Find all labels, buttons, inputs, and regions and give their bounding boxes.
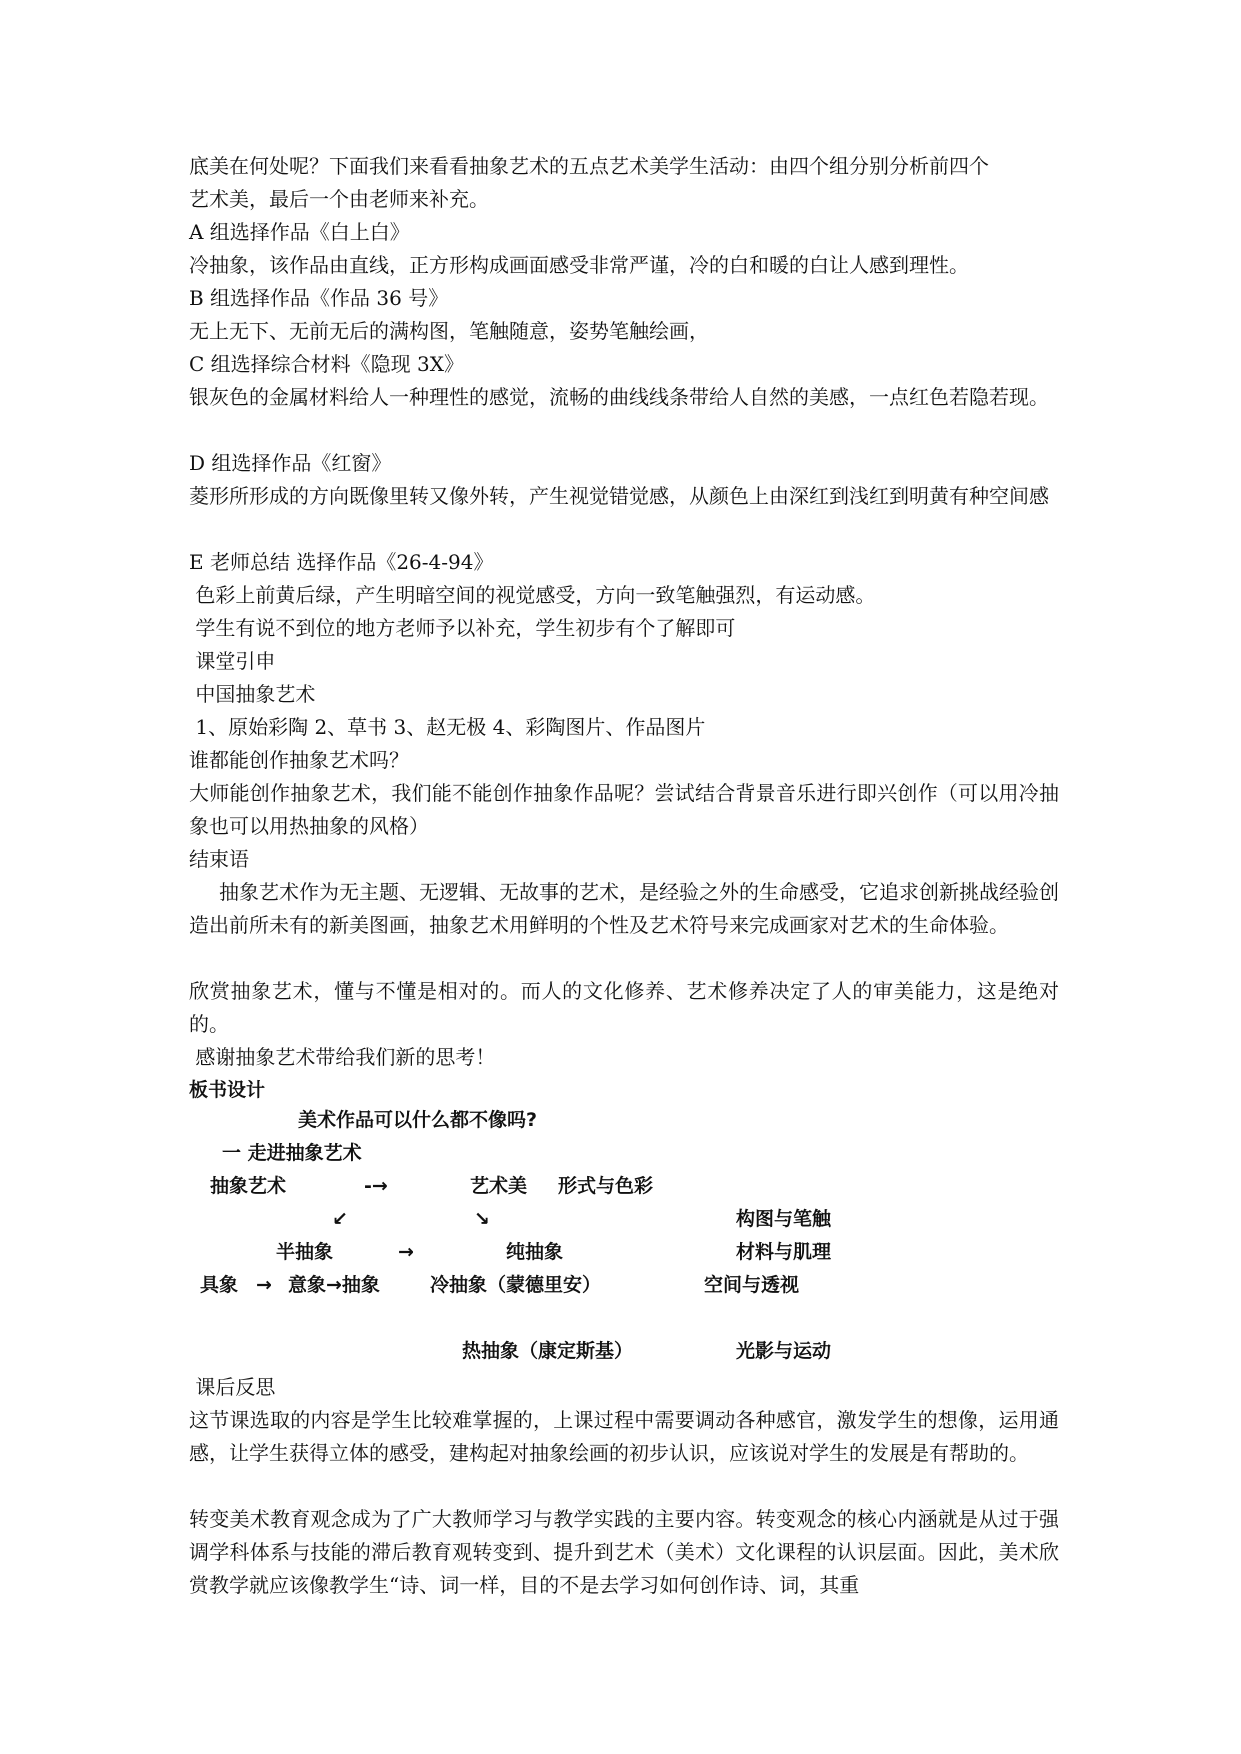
arrow-right-icon: → (256, 1274, 272, 1296)
text-line: 色彩上前黄后绿，产生明暗空间的视觉感受，方向一致笔触强烈，有运动感。 (189, 583, 876, 607)
section-heading: 板书设计 (189, 1079, 266, 1101)
text-line: 冷抽象，该作品由直线，正方形构成画面感受非常严谨，冷的白和暖的白让人感到理性。 (189, 253, 969, 277)
arrow-down-left-icon: ↙ (332, 1208, 348, 1230)
board-material: 材料与肌理 (736, 1241, 832, 1263)
board-pure-abstract: 纯抽象 (506, 1241, 564, 1263)
text-line: 学生有说不到位的地方老师予以补充，学生初步有个了解即可 (189, 616, 736, 640)
board-concrete: 具象 (200, 1274, 239, 1296)
text-line: 无上无下、无前无后的满构图，笔触随意，姿势笔触绘画， (189, 319, 709, 343)
board-section: 一 走进抽象艺术 (222, 1142, 362, 1164)
arrow-down-right-icon: ↘ (474, 1208, 490, 1230)
board-form-color: 形式与色彩 (558, 1175, 654, 1197)
text-line: E 老师总结 选择作品《26-4-94》 (189, 550, 494, 574)
board-imagery: 意象→抽象 (288, 1274, 380, 1296)
text-line: 中国抽象艺术 (189, 682, 316, 706)
board-semi-abstract: 半抽象 (276, 1241, 334, 1263)
board-light: 光影与运动 (736, 1340, 832, 1362)
text-paragraph: 抽象艺术作为无主题、无逻辑、无故事的艺术，是经验之外的生命感受，它追求创新挑战经验创造出前所未有的新美图画，抽象艺术用鲜明的个性及艺术符号来完成画家对艺术的生命体验。 (189, 880, 1059, 937)
text-paragraph: 欣赏抽象艺术，懂与不懂是相对的。而人的文化修养、艺术修养决定了人的审美能力，这是绝对的。 (189, 979, 1059, 1036)
text-line: C 组选择综合材料《隐现 3X》 (189, 352, 464, 376)
text-line: 1、原始彩陶 2、草书 3、赵无极 4、彩陶图片、作品图片 (189, 715, 706, 739)
text-line: 感谢抽象艺术带给我们新的思考！ (189, 1045, 496, 1069)
text-line: 课后反思 (189, 1375, 276, 1399)
text-paragraph: 银灰色的金属材料给人一种理性的感觉，流畅的曲线线条带给人自然的美感，一点红色若隐若现。 (189, 385, 1049, 409)
arrow-right-icon: -→ (364, 1175, 388, 1197)
text-paragraph: 大师能创作抽象艺术，我们能不能创作抽象作品呢？尝试结合背景音乐进行即兴创作（可以用冷抽象也可以用热抽象的风格） (189, 781, 1059, 838)
text-paragraph: 这节课选取的内容是学生比较难掌握的，上课过程中需要调动各种感官，激发学生的想像，运用通感，让学生获得立体的感受，建构起对抽象绘画的初步认识，应该说对学生的发展是有帮助的。 (189, 1408, 1059, 1465)
board-title: 美术作品可以什么都不像吗? (298, 1109, 538, 1131)
text-line: 结束语 (189, 847, 249, 871)
board-cold-abstract: 冷抽象（蒙德里安） (430, 1274, 602, 1296)
board-abstract-art: 抽象艺术 (210, 1175, 287, 1197)
text-paragraph: 菱形所形成的方向既像里转又像外转，产生视觉错觉感，从颜色上由深红到浅红到明黄有种空间感 (189, 484, 1049, 508)
text-line: 底美在何处呢？下面我们来看看抽象艺术的五点艺术美学生活动：由四个组分别分析前四个 (189, 154, 989, 178)
text-line: A 组选择作品《白上白》 (189, 220, 410, 244)
board-space: 空间与透视 (704, 1274, 800, 1296)
board-art-beauty: 艺术美 (470, 1175, 528, 1197)
board-composition: 构图与笔触 (736, 1208, 832, 1230)
text-line: 艺术美，最后一个由老师来补充。 (189, 187, 489, 211)
text-line: 谁都能创作抽象艺术吗？ (189, 748, 409, 772)
text-line: D 组选择作品《红窗》 (189, 451, 392, 475)
arrow-right-icon: → (398, 1241, 414, 1263)
board-hot-abstract: 热抽象（康定斯基） (462, 1340, 634, 1362)
text-paragraph: 转变美术教育观念成为了广大教师学习与教学实践的主要内容。转变观念的核心内涵就是从过于强调学科体系与技能的滞后教育观转变到、提升到艺术（美术）文化课程的认识层面。因此，美术欣赏教学就应该像教学生“诗、词一样，目的不是去学习如何创作诗、词，其重 (189, 1507, 1059, 1597)
text-line: B 组选择作品《作品 36 号》 (189, 286, 449, 310)
text-line: 课堂引申 (189, 649, 276, 673)
